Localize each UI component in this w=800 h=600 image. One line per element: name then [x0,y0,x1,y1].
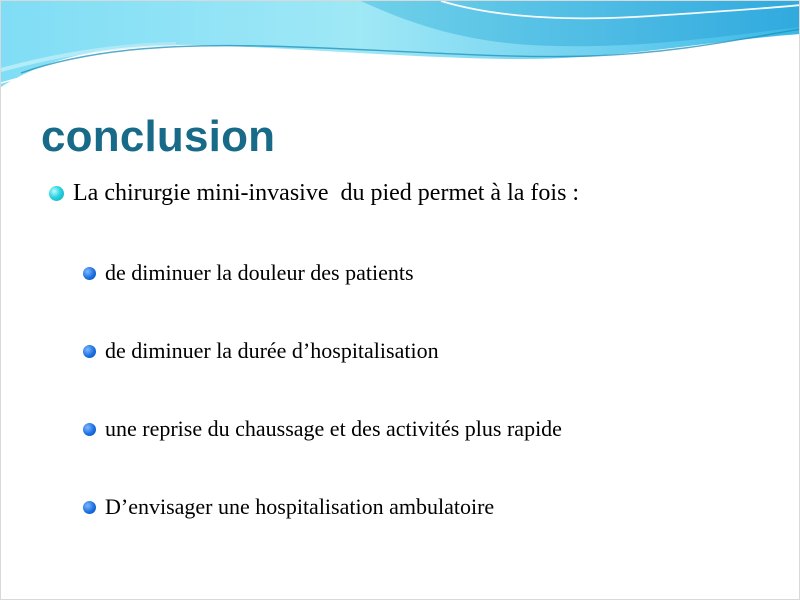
sub-bullet-text: de diminuer la douleur des patients [105,260,414,285]
blue-circle-bullet-icon [83,423,96,436]
main-bullet-text-line [49,175,579,211]
sub-bullet-text: D’envisager une hospitalisation ambulatoire [105,494,495,519]
list-item [83,256,562,290]
turquoise-circle-bullet-icon [49,186,64,201]
slide-title: conclusion [41,112,276,161]
blue-circle-bullet-icon [83,267,96,280]
blue-circle-bullet-icon [83,501,96,514]
blue-circle-bullet-icon [83,345,96,358]
sub-bullet-text: une reprise du chaussage et des activités plus rapide [105,416,562,441]
list-item [83,412,562,446]
sub-bullet-text: de diminuer la durée d’hospitalisation [105,338,439,363]
blue-wave-header-decoration [1,1,800,101]
list-item [83,334,562,368]
list-item [83,490,562,524]
main-bullet-text: La chirurgie mini-invasive du pied permet à la fois : [73,180,580,206]
sub-bullet-list [83,256,562,568]
